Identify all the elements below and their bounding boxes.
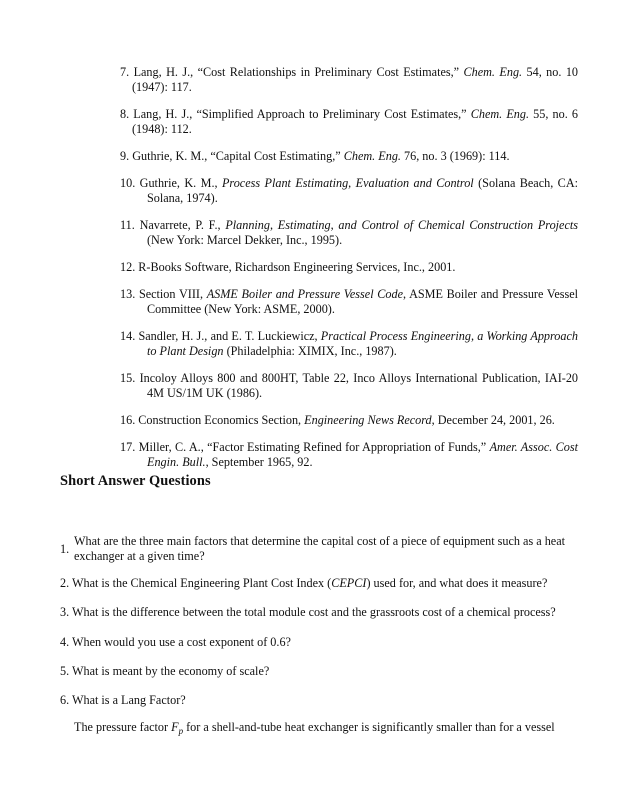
question-number: 1. (60, 541, 70, 556)
pressure-factor-symbol: F (171, 720, 179, 734)
question-text: What is a Lang Factor? (71, 693, 186, 707)
reference-item: 17. Miller, C. A., “Factor Estimating Refined for Appropriation of Funds,” Amer. Assoc. Cost Engin. Bull., September 1965, 92. (120, 440, 579, 469)
question-number: 4. (60, 635, 70, 649)
section-heading: Short Answer Questions (60, 473, 211, 489)
reference-item: 7. Lang, H. J., “Cost Relationships in Preliminary Cost Estimates,” Chem. Eng. 54, no. 10 (1947): 117. (120, 65, 579, 94)
reference-list (120, 65, 578, 482)
question-text: What is meant by the economy of scale? (71, 664, 270, 678)
question-text: What is the difference between the total module cost and the grassroots cost of a chemical process? (71, 605, 556, 619)
reference-item: 16. Construction Economics Section, Engineering News Record, December 24, 2001, 26. (120, 413, 555, 427)
question-number: 2. (60, 576, 70, 590)
reference-item: 8. Lang, H. J., “Simplified Approach to Preliminary Cost Estimates,” Chem. Eng. 55, no. 6 (1948): 112. (120, 107, 578, 136)
question-text: When would you use a cost exponent of 0.6? (71, 635, 291, 649)
reference-item: 12. R-Books Software, Richardson Engineering Services, Inc., 2001. (120, 260, 456, 274)
continuation-paragraph: The pressure factor $F_p$ for a shell-and-tube heat exchanger is significantly smaller than for a vessel (74, 720, 555, 736)
question-text: What is the Chemical Engineering Plant Cost Index (CEPCI) used for, and what does it measure? (71, 576, 548, 590)
question-number: 6. (60, 693, 70, 707)
question-item (60, 693, 186, 708)
question-item (60, 605, 556, 620)
question-item (60, 635, 291, 650)
question-item (60, 534, 580, 564)
reference-item: 10. Guthrie, K. M., Process Plant Estimating, Evaluation and Control (Solana Beach, CA: Solana, 1974). (120, 176, 579, 205)
reference-item: 15. Incoloy Alloys 800 and 800HT, Table 22, Inco Alloys International Publication, IAI-20 4M US/1M UK (1986). (120, 371, 579, 400)
reference-item: 13. Section VIII, ASME Boiler and Pressure Vessel Code, ASME Boiler and Pressure Vessel Committee (New York: ASME, 2000). (120, 287, 579, 316)
question-text: What are the three main factors that determine the capital cost of a piece of equipment such as a heat exchanger at a given time? (74, 534, 566, 563)
question-item (60, 664, 269, 679)
question-number: 3. (60, 605, 70, 619)
reference-item: 9. Guthrie, K. M., “Capital Cost Estimating,” Chem. Eng. 76, no. 3 (1969): 114. (120, 149, 510, 163)
reference-item: 11. Navarrete, P. F., Planning, Estimating, and Control of Chemical Construction Projects (New York: Marcel Dekker, Inc., 1995). (120, 218, 579, 247)
question-number: 5. (60, 664, 70, 678)
reference-item: 14. Sandler, H. J., and E. T. Luckiewicz, Practical Process Engineering, a Working Approach to Plant Design (Philadelphia: XIMIX, Inc., 1987). (120, 329, 578, 358)
question-item (60, 576, 547, 591)
